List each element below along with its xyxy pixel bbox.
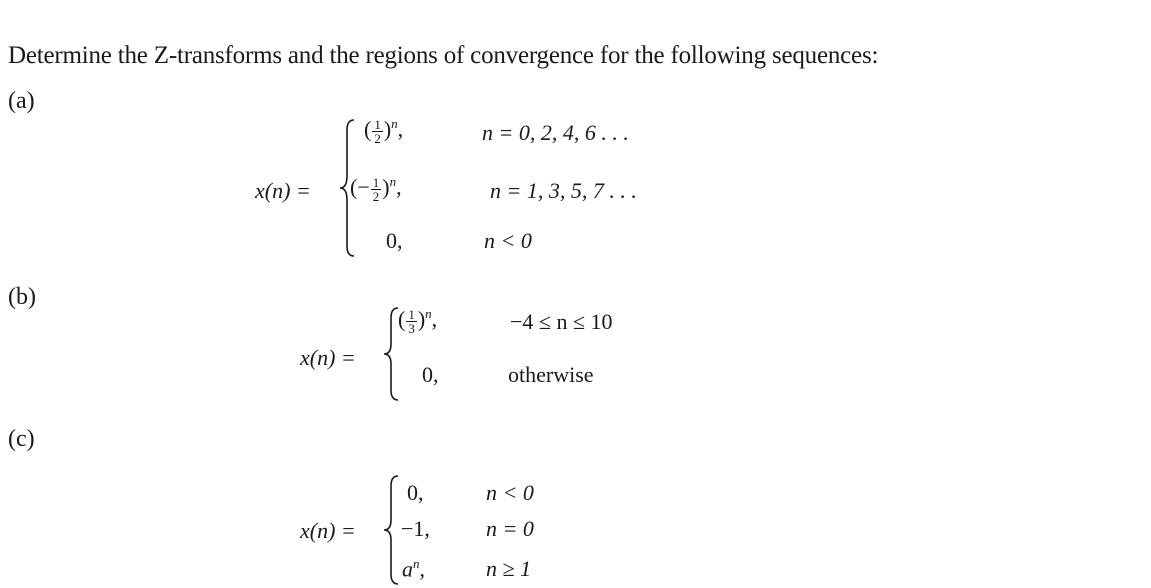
- part-c-case-3-condition: n ≥ 1: [486, 556, 532, 581]
- part-a-case-3-value: 0,: [386, 228, 403, 253]
- part-a-lhs: x(n) =: [255, 178, 311, 203]
- part-c-case-3-value: $a^n$,: [402, 556, 425, 582]
- part-c-case-2-condition: n = 0: [486, 516, 534, 541]
- part-c-label: (c): [8, 426, 35, 452]
- part-b-lhs: x(n) =: [300, 345, 356, 370]
- part-b-label: (b): [8, 284, 36, 310]
- part-c-case-1-condition: n < 0: [486, 480, 534, 505]
- fraction: $\frac{1}{2}$: [372, 174, 380, 204]
- part-b-case-1-value: ( $\frac{1}{3}$ )$^n$,: [398, 306, 438, 336]
- part-a-case-1-value: ( $\frac{1}{2}$ )$^n$,: [364, 116, 404, 146]
- part-a-case-3-condition: n < 0: [484, 228, 532, 253]
- part-c-case-2-value: −1,: [401, 516, 430, 541]
- part-c-case-1-value: 0,: [407, 480, 424, 505]
- part-a-case-1-condition: n = 0, 2, 4, 6 . . .: [482, 120, 629, 145]
- part-b-case-2-value: 0,: [422, 362, 439, 387]
- part-a-case-2-condition: n = 1, 3, 5, 7 . . .: [490, 178, 637, 203]
- problem-statement: Determine the Z-transforms and the regions of convergence for the following sequences:: [8, 42, 879, 69]
- part-a-case-2-value: (− $\frac{1}{2}$ )$^n$,: [350, 174, 402, 204]
- part-a-label: (a): [8, 88, 35, 114]
- fraction: $\frac{1}{2}$: [374, 116, 381, 146]
- fraction: $\frac{1}{3}$: [408, 306, 415, 336]
- part-b-case-2-condition: otherwise: [508, 362, 594, 387]
- part-b-case-1-condition: −4 ≤ n ≤ 10: [510, 309, 613, 334]
- part-c-lhs: x(n) =: [300, 518, 356, 543]
